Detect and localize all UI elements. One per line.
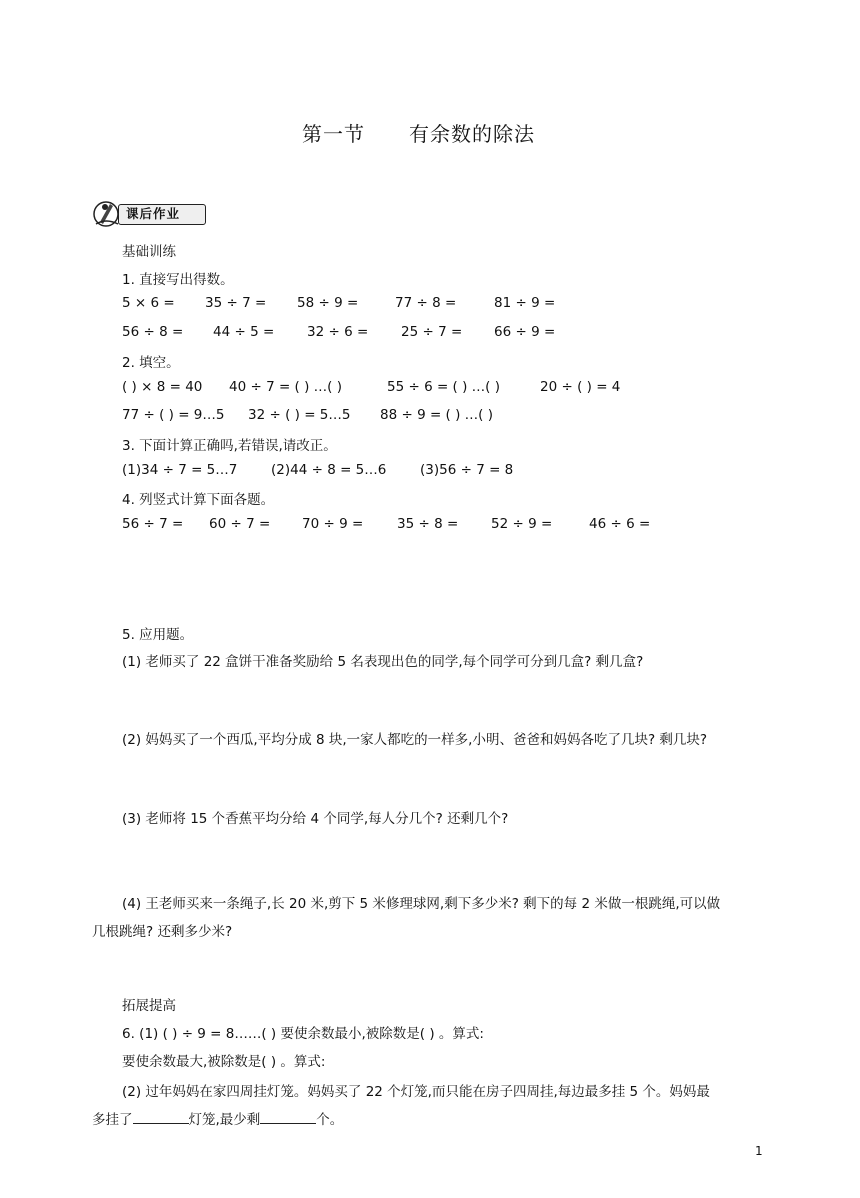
q5-problem-1: (1) 老师买了 22 盒饼干准备奖励给 5 名表现出色的同学,每个同学可分到几盒? 剩几盒? [122, 654, 644, 670]
q3-item-2: (2)44 ÷ 8 = 5…6 [271, 462, 387, 478]
answer-blank-1 [133, 1111, 189, 1124]
page-number: 1 [755, 1144, 763, 1158]
page-title [302, 118, 535, 147]
homework-badge [92, 198, 208, 228]
q6-line4-suffix: 个。 [316, 1112, 344, 1128]
q1-r2-c1: 56 ÷ 8 = [122, 324, 184, 340]
q1-r1-c2: 35 ÷ 7 = [205, 295, 267, 311]
q2-l2-c: 88 ÷ 9 = ( ) …( ) [380, 407, 493, 423]
q4-item-4: 35 ÷ 8 = [397, 516, 459, 532]
q6-line2: 要使余数最大,被除数是( ) 。算式: [122, 1054, 326, 1070]
q5-problem-3: (3) 老师将 15 个香蕉平均分给 4 个同学,每人分几个? 还剩几个? [122, 811, 509, 827]
q4-item-3: 70 ÷ 9 = [302, 516, 364, 532]
q2-l1-a: ( ) × 8 = 40 [122, 379, 203, 395]
q1-r2-c3: 32 ÷ 6 = [307, 324, 369, 340]
q1-r2-c4: 25 ÷ 7 = [401, 324, 463, 340]
answer-blank-2 [260, 1111, 316, 1124]
title-section: 第一节 [302, 122, 365, 146]
q6-line4 [92, 1108, 343, 1128]
q6-line3: (2) 过年妈妈在家四周挂灯笼。妈妈买了 22 个灯笼,而只能在房子四周挂,每边最多挂 5 个。妈妈最 [122, 1084, 710, 1100]
q6-line4-prefix: 多挂了 [92, 1112, 133, 1128]
badge-label: 课后作业 [126, 206, 181, 221]
q5-problem-4-line1: (4) 王老师买来一条绳子,长 20 米,剪下 5 米修理球网,剩下多少米? 剩下的每 2 米做一根跳绳,可以做 [122, 896, 721, 912]
q4-item-5: 52 ÷ 9 = [491, 516, 553, 532]
q4-item-2: 60 ÷ 7 = [209, 516, 271, 532]
q1-r1-c1: 5 × 6 = [122, 295, 175, 311]
q2-l2-a: 77 ÷ ( ) = 9…5 [122, 407, 225, 423]
q1-r2-c5: 66 ÷ 9 = [494, 324, 556, 340]
title-topic: 有余数的除法 [409, 122, 535, 146]
q3-heading: 3. 下面计算正确吗,若错误,请改正。 [122, 438, 337, 454]
q6-line4-middle: 灯笼,最少剩 [188, 1112, 261, 1128]
q2-l1-b: 40 ÷ 7 = ( ) …( ) [229, 379, 342, 395]
q3-item-3: (3)56 ÷ 7 = 8 [420, 462, 514, 478]
q2-heading: 2. 填空。 [122, 355, 180, 371]
section-basic-heading: 基础训练 [122, 244, 176, 260]
q1-r1-c5: 81 ÷ 9 = [494, 295, 556, 311]
q5-problem-4-line2: 几根跳绳? 还剩多少米? [92, 924, 233, 940]
q2-l1-d: 20 ÷ ( ) = 4 [540, 379, 621, 395]
q1-r1-c4: 77 ÷ 8 = [395, 295, 457, 311]
q2-l1-c: 55 ÷ 6 = ( ) …( ) [387, 379, 500, 395]
q4-heading: 4. 列竖式计算下面各题。 [122, 492, 275, 508]
q1-heading: 1. 直接写出得数。 [122, 272, 234, 288]
section-extension-heading: 拓展提高 [122, 998, 176, 1014]
q5-problem-2: (2) 妈妈买了一个西瓜,平均分成 8 块,一家人都吃的一样多,小明、爸爸和妈妈各吃了几块? 剩几块? [122, 732, 708, 748]
q6-line1: 6. (1) ( ) ÷ 9 = 8……( ) 要使余数最小,被除数是( ) 。算式: [122, 1026, 484, 1042]
q1-r2-c2: 44 ÷ 5 = [213, 324, 275, 340]
q4-item-6: 46 ÷ 6 = [589, 516, 651, 532]
q3-item-1: (1)34 ÷ 7 = 5…7 [122, 462, 238, 478]
q4-item-1: 56 ÷ 7 = [122, 516, 184, 532]
q2-l2-b: 32 ÷ ( ) = 5…5 [248, 407, 351, 423]
q1-r1-c3: 58 ÷ 9 = [297, 295, 359, 311]
q5-heading: 5. 应用题。 [122, 627, 194, 643]
